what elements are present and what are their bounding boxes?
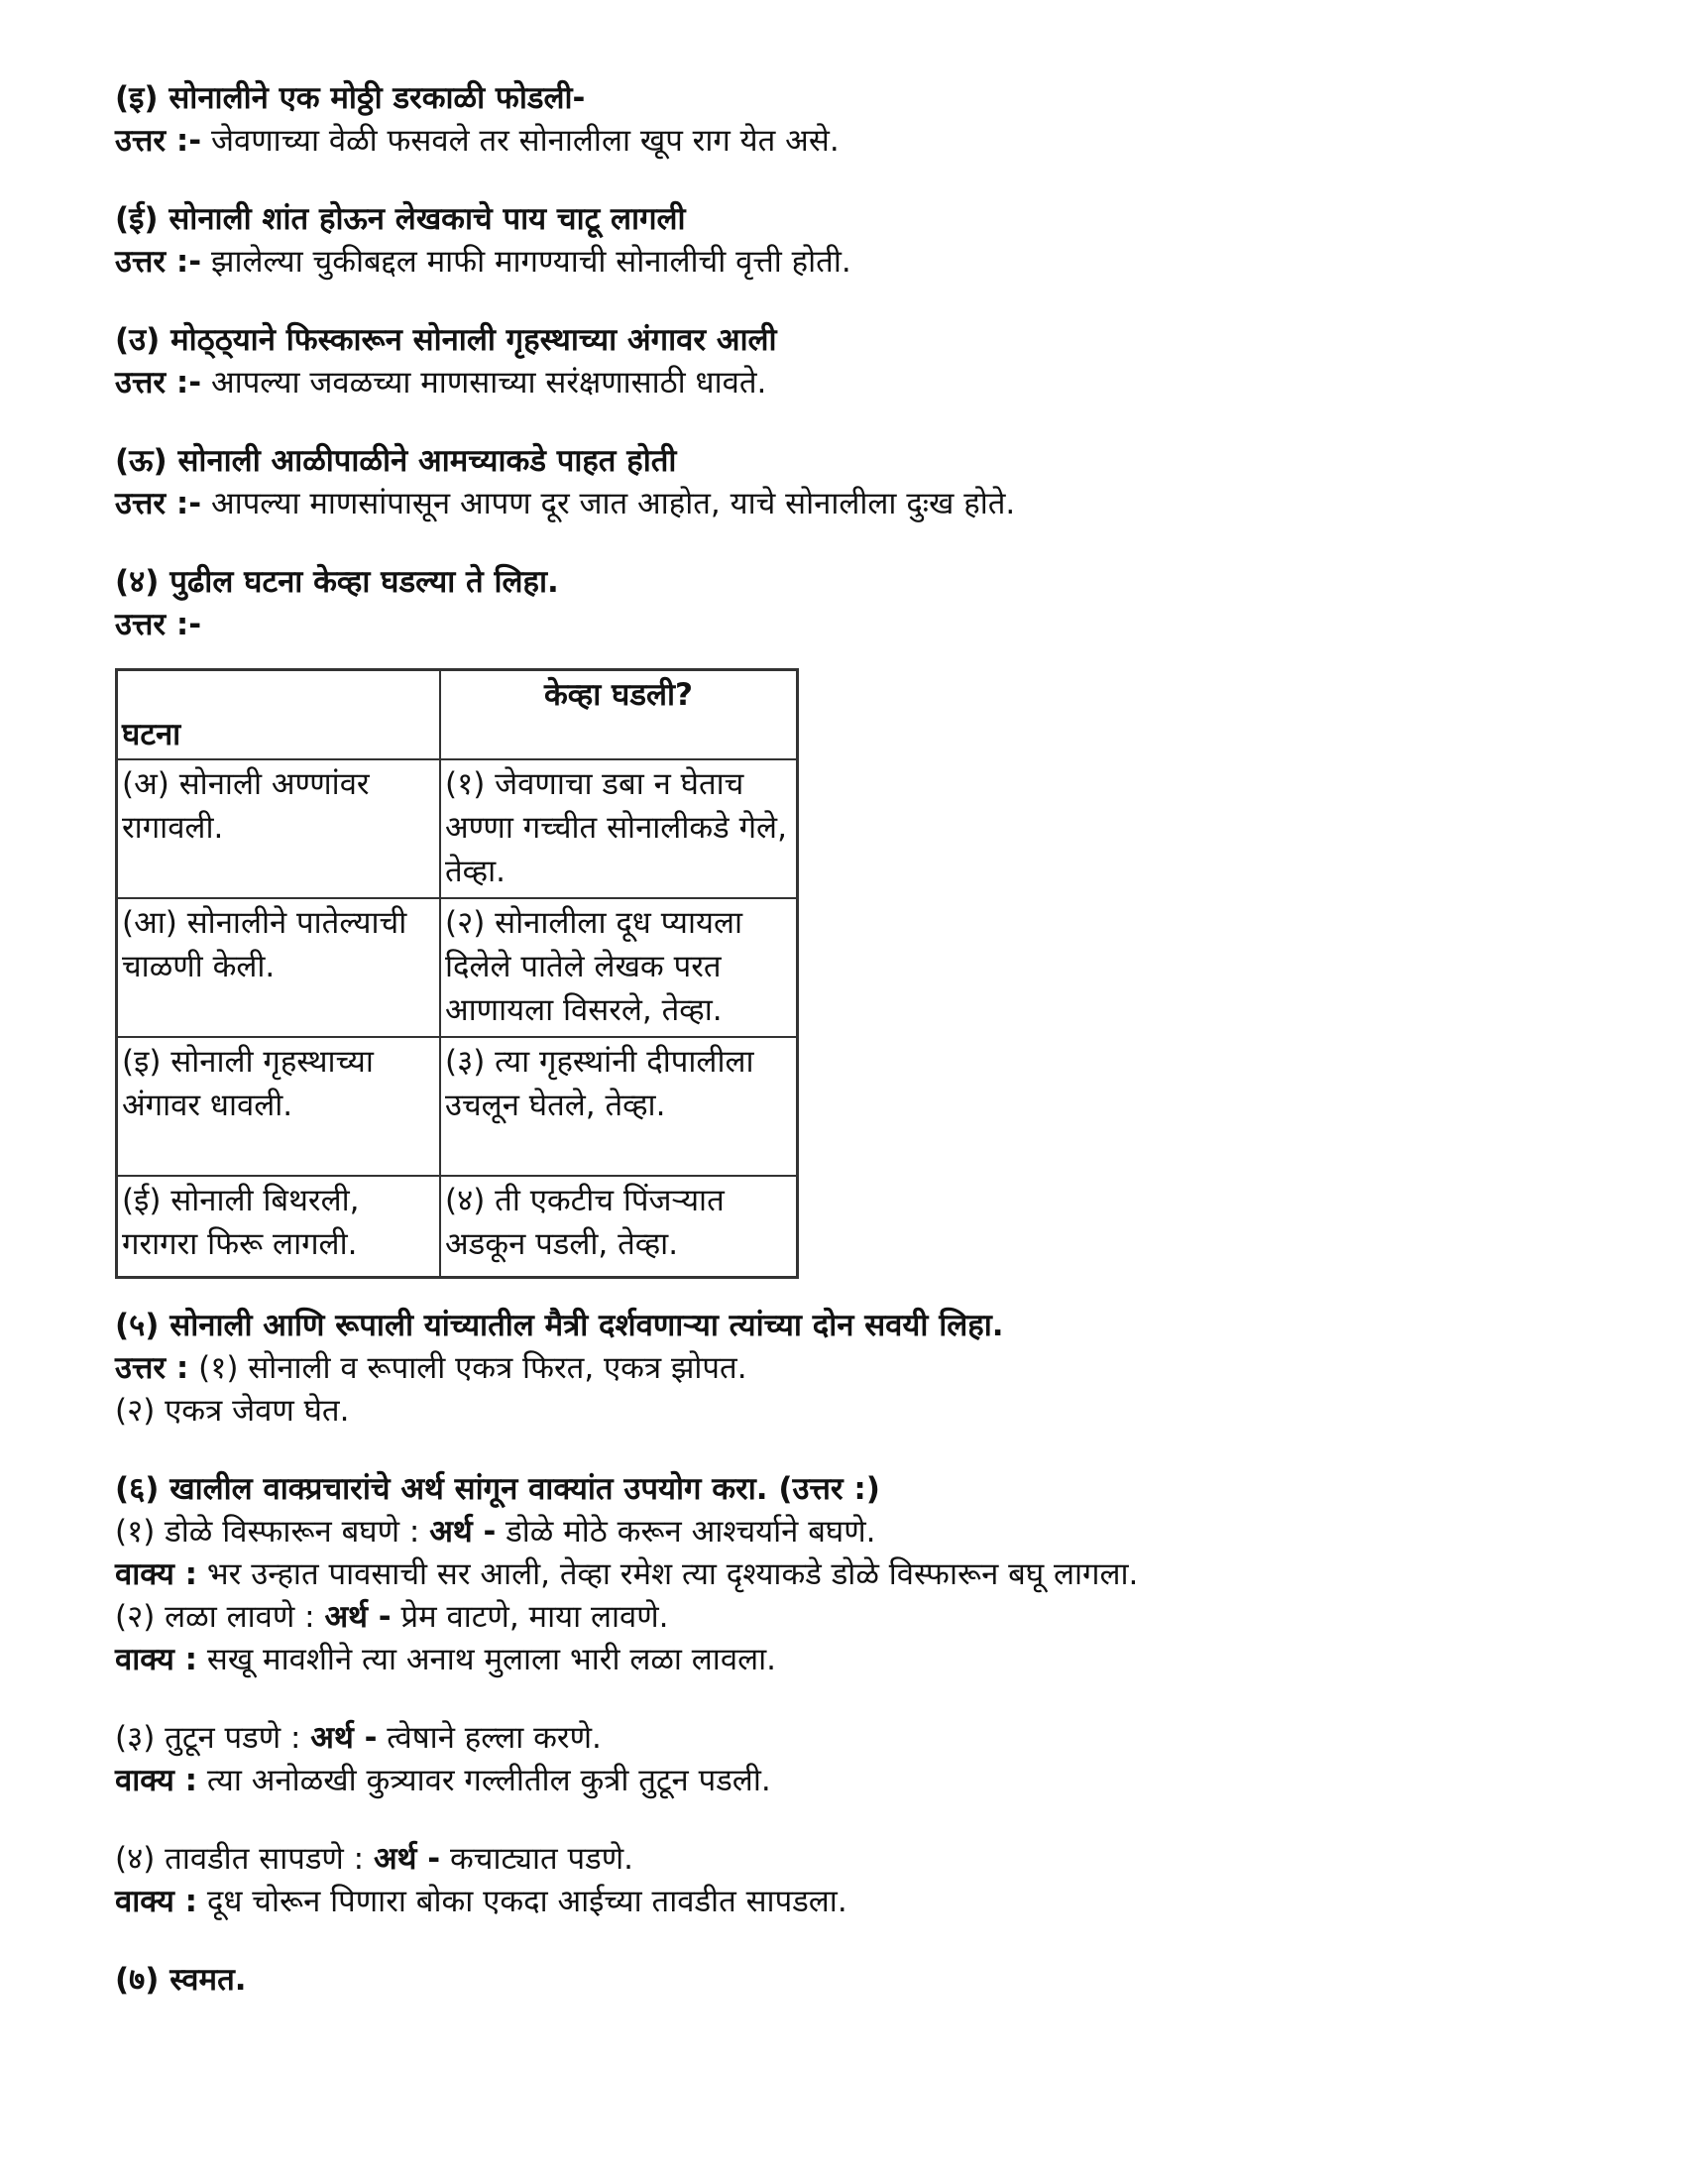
phrase: (४) तावडीत सापडणे : <box>115 1841 374 1877</box>
question-6-title: (६) खालील वाक्प्रचारांचे अर्थ सांगून वाक्यांत उपयोग करा. (उत्तर :) <box>115 1471 880 1507</box>
meaning-text: त्वेषाने हल्ला करणे. <box>377 1720 602 1756</box>
meaning-label: अर्थ - <box>324 1599 392 1635</box>
meaning-label: अर्थ - <box>429 1514 497 1550</box>
meaning-label: अर्थ - <box>310 1720 378 1756</box>
table-row <box>117 898 798 1037</box>
events-table <box>115 668 799 1279</box>
qa-item <box>115 198 1582 284</box>
sentence-label: वाक्य : <box>115 1642 198 1677</box>
answer-label: उत्तर : <box>115 1350 189 1386</box>
qa-item <box>115 77 1582 163</box>
answer-label: उत्तर :- <box>115 365 202 401</box>
answer-line <box>115 120 1582 163</box>
table-row <box>117 1176 798 1278</box>
question-heading: (ई) सोनाली शांत होऊन लेखकाचे पाय चाटू लागली <box>115 201 686 237</box>
table-header-when: केव्हा घडली? <box>440 670 798 760</box>
phrase-item <box>115 1596 1582 1681</box>
table-cell-event: (अ) सोनाली अण्णांवर रागावली. <box>117 759 441 898</box>
phrase-meaning-line <box>115 1717 1582 1760</box>
answer-label: उत्तर :- <box>115 486 202 521</box>
phrase-meaning-line <box>115 1838 1582 1881</box>
meaning-text: डोळे मोठे करून आश्चर्याने बघणे. <box>496 1514 876 1550</box>
sentence-line <box>115 1639 1582 1681</box>
answer-label: उत्तर :- <box>115 244 202 280</box>
sentence-line <box>115 1760 1582 1802</box>
sentence-text: सखू मावशीने त्या अनाथ मुलाला भारी लळा लावला. <box>197 1642 776 1677</box>
answer-text: आपल्या जवळच्या माणसाच्या सरंक्षणासाठी धावते. <box>201 365 767 401</box>
answer-line <box>115 362 1582 404</box>
answer-line <box>115 1347 1582 1390</box>
answer-text: आपल्या माणसांपासून आपण दूर जात आहोत, याचे सोनालीला दुःख होते. <box>201 486 1016 521</box>
phrase: (२) लळा लावणे : <box>115 1599 325 1635</box>
phrase: (१) डोळे विस्फारून बघणे : <box>115 1514 430 1550</box>
question-7-title: (७) स्वमत. <box>115 1962 247 1998</box>
sentence-text: दूध चोरून पिणारा बोका एकदा आईच्या तावडीत सापडला. <box>197 1884 847 1919</box>
sentence-text: भर उन्हात पावसाची सर आली, तेव्हा रमेश त्या दृश्याकडे डोळे विस्फारून बघू लागला. <box>197 1556 1139 1592</box>
question-5-section <box>115 1305 1582 1433</box>
answer-label: उत्तर :- <box>115 607 202 642</box>
table-cell-when: (२) सोनालीला दूध प्यायला दिलेले पातेले लेखक परत आणायला विसरले, तेव्हा. <box>440 898 798 1037</box>
question-heading: (इ) सोनालीने एक मोठ्ठी डरकाळी फोडली- <box>115 80 586 116</box>
sentence-line <box>115 1553 1582 1596</box>
phrase-meaning-line <box>115 1511 1582 1553</box>
phrase-item <box>115 1511 1582 1596</box>
answer-text: जेवणाच्या वेळी फसवले तर सोनालीला खूप राग येत असे. <box>201 123 840 159</box>
meaning-text: कचाट्यात पडणे. <box>440 1841 633 1877</box>
sentence-text: त्या अनोळखी कुत्र्यावर गल्लीतील कुत्री तुटून पडली. <box>197 1763 771 1798</box>
sentence-label: वाक्य : <box>115 1556 198 1592</box>
qa-item <box>115 319 1582 404</box>
meaning-label: अर्थ - <box>373 1841 441 1877</box>
table-cell-when: (४) ती एकटीच पिंजऱ्यात अडकून पडली, तेव्हा. <box>440 1176 798 1278</box>
table-row <box>117 1037 798 1176</box>
answer-line <box>115 241 1582 284</box>
sentence-label: वाक्य : <box>115 1884 198 1919</box>
answer-text: झालेल्या चुकीबद्दल माफी मागण्याची सोनालीची वृत्ती होती. <box>201 244 851 280</box>
phrase-item <box>115 1838 1582 1923</box>
answer-line <box>115 483 1582 525</box>
question-heading: (उ) मोठ्ठ्याने फिस्कारून सोनाली गृहस्थाच्या अंगावर आली <box>115 322 777 358</box>
table-cell-event: (इ) सोनाली गृहस्थाच्या अंगावर धावली. <box>117 1037 441 1176</box>
table-header-row <box>117 670 798 760</box>
question-5-title: (५) सोनाली आणि रूपाली यांच्यातील मैत्री दर्शवणाऱ्या त्यांच्या दोन सवयी लिहा. <box>115 1308 1004 1343</box>
table-cell-event: (आ) सोनालीने पातेल्याची चाळणी केली. <box>117 898 441 1037</box>
question-6-section <box>115 1468 1582 1923</box>
sentence-line <box>115 1881 1582 1923</box>
phrase: (३) तुटून पडणे : <box>115 1720 311 1756</box>
table-cell-when: (१) जेवणाचा डबा न घेताच अण्णा गच्चीत सोनालीकडे गेले, तेव्हा. <box>440 759 798 898</box>
document-page <box>115 77 1582 2002</box>
table-cell-event: (ई) सोनाली बिथरली, गरागरा फिरू लागली. <box>117 1176 441 1278</box>
question-4-section <box>115 561 1582 1279</box>
table-header-event: घटना <box>117 670 441 760</box>
phrase-meaning-line <box>115 1596 1582 1639</box>
meaning-text: प्रेम वाटणे, माया लावणे. <box>391 1599 669 1635</box>
question-heading: (ऊ) सोनाली आळीपाळीने आमच्याकडे पाहत होती <box>115 443 677 479</box>
table-cell-when: (३) त्या गृहस्थांनी दीपालीला उचलून घेतले, तेव्हा. <box>440 1037 798 1176</box>
question-4-title: (४) पुढील घटना केव्हा घडल्या ते लिहा. <box>115 564 559 600</box>
qa-item <box>115 440 1582 525</box>
sentence-label: वाक्य : <box>115 1763 198 1798</box>
answer-text-2: (२) एकत्र जेवण घेत. <box>115 1393 350 1429</box>
table-row <box>117 759 798 898</box>
answer-text: (१) सोनाली व रूपाली एकत्र फिरत, एकत्र झोपत. <box>188 1350 747 1386</box>
phrase-item <box>115 1717 1582 1802</box>
answer-label: उत्तर :- <box>115 123 202 159</box>
